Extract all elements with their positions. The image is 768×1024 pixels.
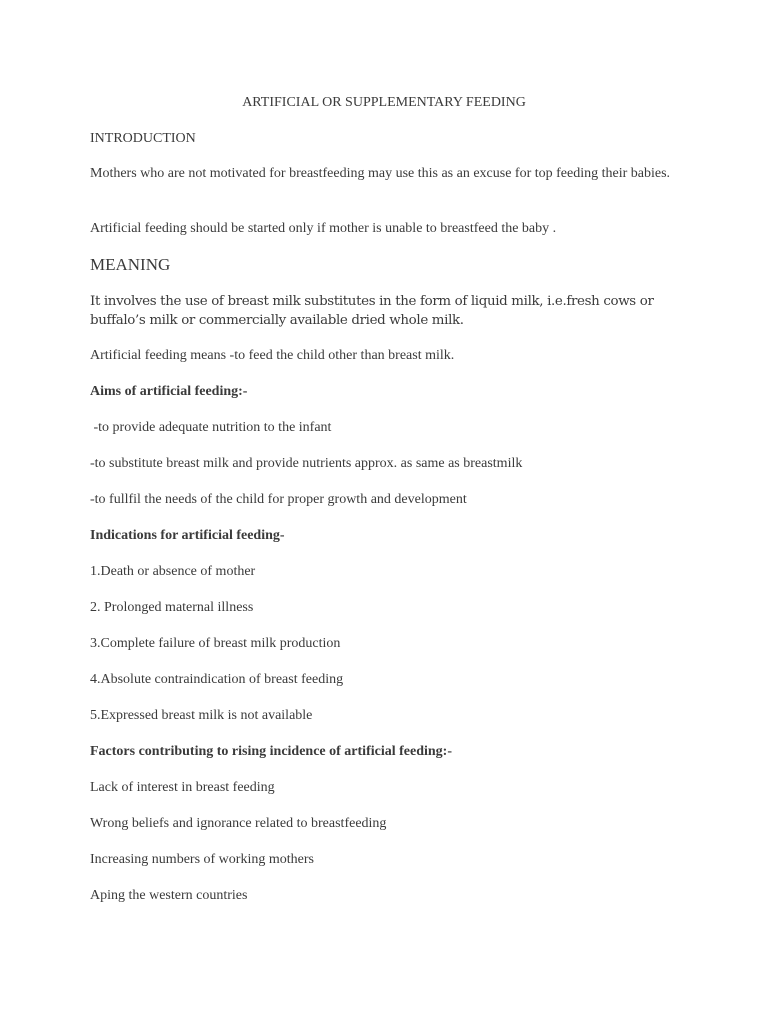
factors-item: Increasing numbers of working mothers — [90, 852, 314, 867]
factors-heading: Factors contributing to rising incidence of artificial feeding:- — [90, 744, 452, 759]
indications-item: 4.Absolute contraindication of breast feeding — [90, 672, 344, 687]
introduction-paragraph: Artificial feeding should be started only if mother is unable to breastfeed the baby . — [90, 221, 557, 236]
factors-item: Wrong beliefs and ignorance related to breastfeeding — [90, 816, 387, 831]
aims-item: -to fullfil the needs of the child for proper growth and development — [90, 492, 467, 507]
indications-item: 5.Expressed breast milk is not available — [90, 708, 313, 723]
aims-heading: Aims of artificial feeding:- — [90, 384, 248, 399]
factors-item: Lack of interest in breast feeding — [90, 780, 275, 795]
meaning-paragraph: Artificial feeding means -to feed the child other than breast milk. — [90, 348, 455, 363]
document-title: ARTIFICIAL OR SUPPLEMENTARY FEEDING — [242, 95, 526, 110]
meaning-paragraph: It involves the use of breast milk substitutes in the form of liquid milk, i.e.fresh cows or buffalo’s milk or commercially available dried whole milk. — [90, 294, 654, 328]
aims-item: -to provide adequate nutrition to the infant — [90, 420, 332, 435]
factors-item: Aping the western countries — [90, 888, 248, 903]
indications-heading: Indications for artificial feeding- — [90, 528, 285, 543]
introduction-heading: INTRODUCTION — [90, 131, 196, 146]
meaning-heading: MEANING — [90, 255, 171, 274]
indications-item: 3.Complete failure of breast milk production — [90, 636, 341, 651]
indications-item: 2. Prolonged maternal illness — [90, 600, 254, 615]
introduction-paragraph: Mothers who are not motivated for breastfeeding may use this as an excuse for top feeding their babies. — [90, 166, 671, 181]
indications-item: 1.Death or absence of mother — [90, 564, 256, 579]
aims-item: -to substitute breast milk and provide nutrients approx. as same as breastmilk — [90, 456, 523, 471]
